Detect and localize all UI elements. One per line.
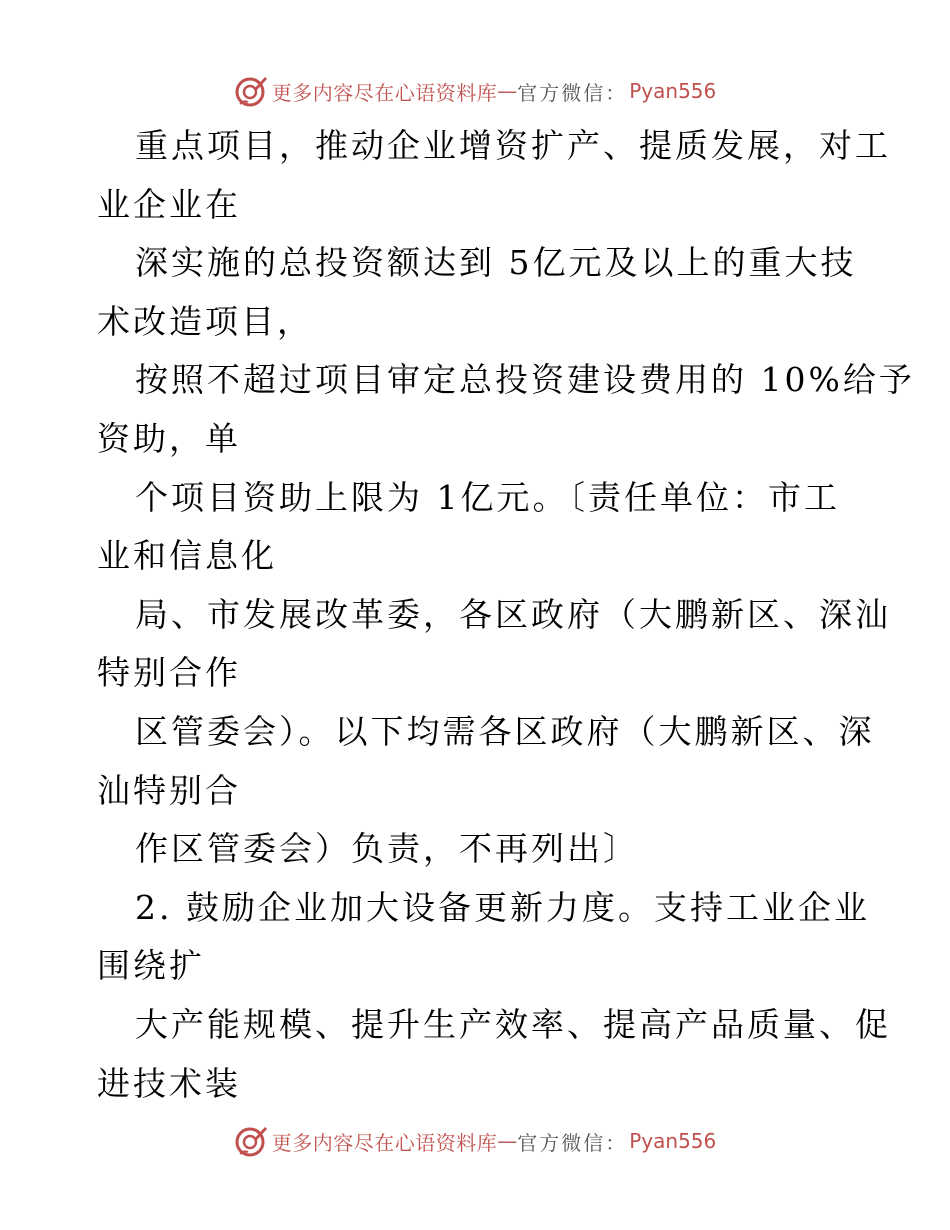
header-watermark bbox=[0, 71, 950, 111]
text-line: 2. 鼓励企业加大设备更新力度。支持工业企业 bbox=[135, 887, 870, 927]
text-line: 重点项目，推动企业增资扩产、提质发展，对工 bbox=[135, 126, 891, 165]
pen-logo-icon bbox=[234, 74, 268, 108]
watermark-wechat-id: Pyan556 bbox=[629, 79, 717, 103]
watermark-main-text: 更多内容尽在心语资料库 bbox=[271, 1130, 498, 1155]
watermark-wechat-id: Pyan556 bbox=[629, 1129, 717, 1153]
text-line: 作区管委会）负责，不再列出〕 bbox=[135, 829, 639, 869]
text-line: 业企业在 bbox=[97, 184, 241, 224]
text-line: 区管委会）。以下均需各区政府（大鹏新区、深 bbox=[135, 711, 875, 751]
text-line: 深实施的总投资额达到 5亿元及以上的重大技 bbox=[135, 243, 857, 283]
watermark-dash: — bbox=[497, 79, 518, 103]
text-line: 业和信息化 bbox=[97, 536, 277, 576]
watermark-dash: — bbox=[497, 1129, 518, 1153]
text-line: 术改造项目， bbox=[97, 301, 313, 341]
text-line: 特别合作 bbox=[97, 653, 241, 693]
watermark-official-label: 官方微信： bbox=[517, 1130, 628, 1155]
text-line: 大产能规模、提升生产效率、提高产品质量、促 bbox=[135, 1004, 891, 1044]
text-line: 进技术装 bbox=[97, 1063, 241, 1103]
text-line: 按照不超过项目审定总投资建设费用的 10%给予 bbox=[135, 360, 915, 400]
pen-logo-icon bbox=[234, 1124, 268, 1158]
footer-watermark bbox=[0, 1121, 950, 1161]
text-line: 汕特别合 bbox=[97, 770, 241, 810]
text-line: 个项目资助上限为 1亿元。〔责任单位：市工 bbox=[135, 477, 840, 517]
text-line: 围绕扩 bbox=[97, 946, 205, 986]
text-line: 局、市发展改革委，各区政府（大鹏新区、深汕 bbox=[135, 594, 891, 634]
watermark-official-label: 官方微信： bbox=[517, 80, 628, 105]
text-line: 资助，单 bbox=[97, 418, 241, 458]
watermark-main-text: 更多内容尽在心语资料库 bbox=[271, 80, 498, 105]
document-body bbox=[97, 117, 915, 1113]
